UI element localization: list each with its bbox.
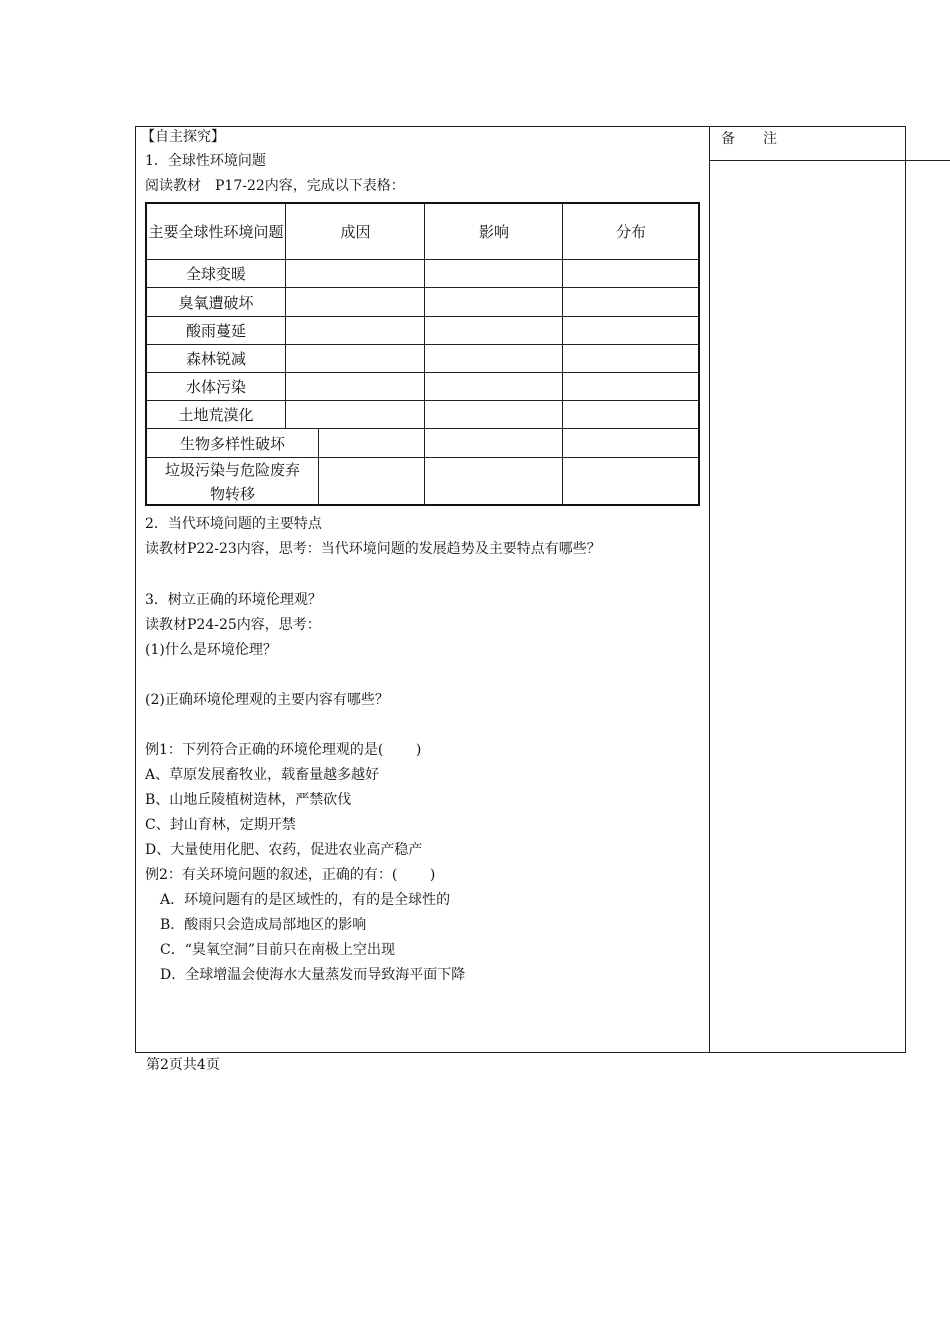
impact-cell (424, 317, 563, 345)
table-header-row (147, 204, 698, 259)
q2-title: 2．当代环境问题的主要特点 (145, 516, 322, 532)
q1-title: 1．全球性环境问题 (145, 153, 266, 169)
table-row (147, 457, 698, 505)
table-row (147, 428, 698, 458)
impact-cell (424, 260, 563, 288)
distribution-cell (562, 401, 699, 429)
header-cell-impact: 影响 (424, 204, 563, 259)
distribution-cell (562, 345, 699, 373)
table-row (147, 287, 698, 317)
example1-option: B、山地丘陵植树造林，严禁砍伐 (145, 792, 352, 808)
q2-instruction: 读教材P22-23内容，思考：当代环境问题的发展趋势及主要特点有哪些？ (145, 541, 601, 557)
impact-cell (424, 429, 563, 458)
page-number: 第2页共4页 (146, 1057, 220, 1073)
example1-option: D、大量使用化肥、农药，促进农业高产稳产 (145, 842, 423, 858)
row-label: 土地荒漠化 (178, 406, 254, 424)
notes-label: 备 注 (721, 131, 777, 147)
environment-table (145, 202, 700, 506)
impact-cell (424, 288, 563, 317)
cause-cell (285, 260, 425, 288)
cause-cell (318, 429, 425, 458)
q3-instruction: 读教材P24-25内容，思考： (145, 617, 321, 633)
example2-option: B．酸雨只会造成局部地区的影响 (160, 917, 367, 933)
column-divider (709, 127, 710, 1052)
row-label: 全球变暖 (185, 265, 246, 283)
notes-header-rule (709, 160, 950, 161)
distribution-cell (562, 260, 699, 288)
example2-option: C．“臭氧空洞”目前只在南极上空出现 (160, 942, 396, 958)
row-label: 臭氧遭破坏 (178, 293, 254, 312)
cause-cell (285, 317, 425, 345)
cause-cell (285, 373, 425, 401)
header-cell-issue: 主要全球性环境问题 (148, 222, 284, 241)
header-cell-distribution: 分布 (562, 204, 699, 259)
row-label: 垃圾污染与危险废弃物转移 (164, 460, 300, 503)
table-row (147, 259, 698, 288)
q3-sub1: (1)什么是环境伦理？ (145, 642, 277, 658)
row-label: 森林锐减 (185, 350, 246, 368)
notes-header (710, 127, 906, 161)
impact-cell (424, 458, 563, 505)
distribution-cell (562, 429, 699, 458)
impact-cell (424, 373, 563, 401)
cause-cell (318, 458, 425, 505)
table-row (147, 316, 698, 345)
section-title: 【自主探究】 (141, 129, 225, 145)
cause-cell (285, 288, 425, 317)
row-label: 酸雨蔓延 (185, 322, 246, 340)
impact-cell (424, 345, 563, 373)
distribution-cell (562, 317, 699, 345)
distribution-cell (562, 458, 699, 505)
impact-cell (424, 401, 563, 429)
distribution-cell (562, 373, 699, 401)
cause-cell (285, 401, 425, 429)
row-label: 水体污染 (185, 378, 246, 396)
example1-option: A、草原发展畜牧业，载畜量越多越好 (145, 767, 380, 783)
worksheet-frame (135, 126, 906, 1053)
example2-stem: 例2：有关环境问题的叙述，正确的有：( ) (145, 867, 436, 883)
distribution-cell (562, 288, 699, 317)
table-row (147, 400, 698, 429)
table-row (147, 372, 698, 401)
cause-cell (285, 345, 425, 373)
table-row (147, 344, 698, 373)
q3-sub2: (2)正确环境伦理观的主要内容有哪些？ (145, 692, 389, 708)
header-cell-cause: 成因 (285, 204, 425, 259)
example2-option: A．环境问题有的是区域性的，有的是全球性的 (160, 892, 451, 908)
example1-stem: 例1：下列符合正确的环境伦理观的是( ) (145, 742, 422, 758)
example1-option: C、封山育林，定期开禁 (145, 817, 296, 833)
example2-option: D．全球增温会使海水大量蒸发而导致海平面下降 (160, 967, 466, 983)
q1-instruction: 阅读教材 P17-22内容，完成以下表格： (145, 178, 405, 194)
q3-title: 3．树立正确的环境伦理观？ (145, 592, 322, 608)
row-label: 生物多样性破坏 (179, 434, 285, 453)
